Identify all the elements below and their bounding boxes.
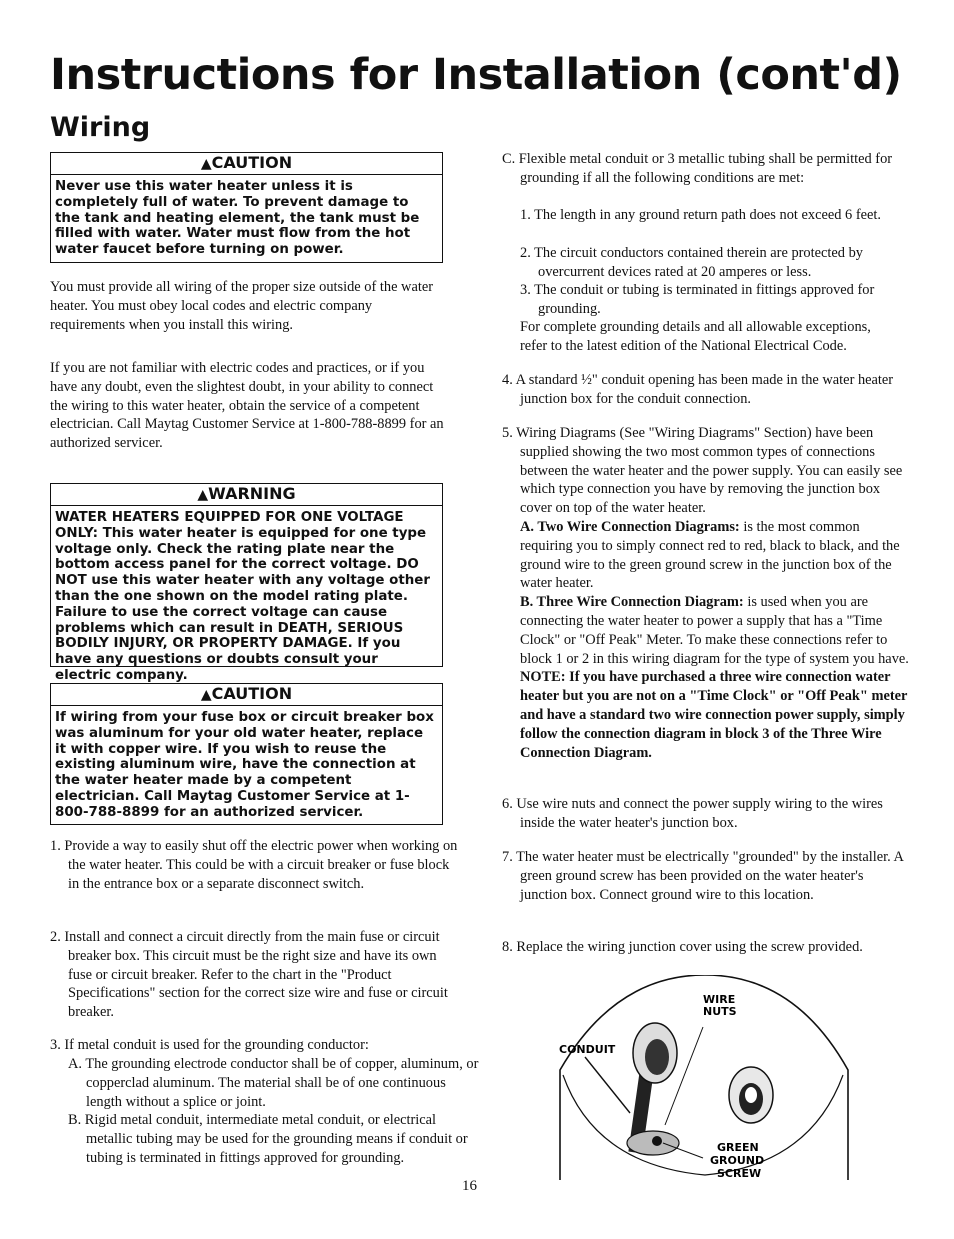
ground-screw-icon bbox=[627, 1131, 679, 1155]
caution-header bbox=[51, 684, 442, 706]
tank-dome-inner bbox=[563, 1075, 843, 1175]
step-3a: A. The grounding electrode conductor shall be of copper, aluminum, or copperclad aluminum. The material shall be of one continuous length without a splice or joint. bbox=[68, 1056, 479, 1110]
step-5b-text: is used when you are connecting the water heater to power a supply that has a "Time Clock" or "Off Peak" Meter. To make these connections refer to block 1 or 2 in this wiring diagram for the type of system you have. bbox=[520, 594, 909, 667]
caution-box-2 bbox=[50, 683, 443, 825]
warning-triangle-icon: ▲ bbox=[200, 687, 212, 703]
warning-header bbox=[51, 484, 442, 506]
paragraph-wiring-requirements: You must provide all wiring of the proper size outside of the water heater. You must obey local codes and electric company requirements when you install this wiring. bbox=[50, 279, 434, 333]
warning-box bbox=[50, 483, 443, 683]
label-green: GREEN bbox=[717, 1141, 759, 1154]
page-title: Instructions for Installation (cont'd) bbox=[50, 50, 902, 100]
caution-text: Never use this water heater unless it is completely full of water. To prevent damage to the tank and heating element, the tank must be filled with water. Water must flow from the hot water faucet before turning on power. bbox=[55, 179, 420, 258]
step-3c-2: 2. The circuit conductors contained therein are protected by overcurrent devices rated at 20 amperes or less. bbox=[520, 245, 863, 280]
step-1: 1. Provide a way to easily shut off the electric power when working on the water heater. This could be with a circuit breaker or fuse block in the entrance box or a separate disconnect switch. bbox=[50, 838, 458, 892]
step-3c-note: For complete grounding details and all allowable exceptions, refer to the latest edition of the National Electrical Code. bbox=[520, 319, 871, 354]
caution-label: CAUTION bbox=[211, 153, 293, 172]
caution-label: CAUTION bbox=[211, 684, 293, 703]
step-3c-3: 3. The conduit or tubing is terminated in fittings approved for grounding. bbox=[520, 282, 875, 317]
warning-text: WATER HEATERS EQUIPPED FOR ONE VOLTAGE ONLY: This water heater is equipped for one type voltage only. Check the rating plate near the bottom access panel for the correct voltage. DO NOT use this water heater with any voltage other than the one shown on the model rating plate. Failure to use the correct voltage can cause problems which can result in DEATH, SERIOUS BODILY INJURY, OR PROPERTY DAMAGE. If you have any questions or doubts consult your electric company. bbox=[55, 510, 430, 683]
step-5a-label: A. Two Wire Connection Diagrams: bbox=[520, 518, 740, 535]
step-5-note: NOTE: If you have purchased a three wire connection water heater but you are not on a "Time Clock" or "Off Peak" meter and have a standard two wire connection power supply, simply follow the connection diagram in block 3 of the Three Wire Connection Diagram. bbox=[520, 669, 908, 761]
step-4: 4. A standard ½" conduit opening has been made in the water heater junction box for the conduit connection. bbox=[502, 372, 894, 407]
section-heading-wiring: Wiring bbox=[50, 112, 151, 143]
step-3: 3. If metal conduit is used for the grounding conductor: bbox=[50, 1037, 369, 1053]
step-8: 8. Replace the wiring junction cover using the screw provided. bbox=[502, 939, 863, 955]
caution-box-1 bbox=[50, 152, 443, 263]
label-screw: SCREW bbox=[717, 1167, 762, 1180]
step-5 bbox=[502, 424, 912, 762]
label-wire: WIRE bbox=[703, 993, 736, 1006]
caution-header bbox=[51, 153, 442, 175]
step-6: 6. Use wire nuts and connect the power supply wiring to the wires inside the water heater's junction box. bbox=[502, 796, 883, 831]
page-number: 16 bbox=[462, 1178, 477, 1194]
water-heater-top-diagram bbox=[555, 975, 855, 1185]
label-nuts: NUTS bbox=[703, 1005, 737, 1018]
warning-triangle-icon: ▲ bbox=[197, 487, 209, 503]
step-5-text: 5. Wiring Diagrams (See "Wiring Diagrams" Section) have been supplied showing the two most common types of connections between the water heater and the power supply. You can easily see which type connection you have by removing the junction box cover on top of the water heater. bbox=[502, 425, 903, 517]
label-conduit: CONDUIT bbox=[559, 1043, 616, 1056]
step-5a-text: is the most common requiring you to simply connect red to red, black to black, and the ground wire to the green ground screw in the junction box of the water heater. bbox=[520, 518, 900, 592]
step-3c-1: 1. The length in any ground return path does not exceed 6 feet. bbox=[520, 207, 881, 223]
step-7: 7. The water heater must be electrically "grounded" by the installer. A green ground screw has been provided on the water heater's junction box. Connect ground wire to this location. bbox=[502, 849, 904, 903]
paragraph-electrician-advice: If you are not familiar with electric codes and practices, or if you have any doubt, even the slightest doubt, in your ability to connect the wiring to this water heater, obtain the service of a competent electrician. Call Maytag Customer Service at 1-800-788-8899 for an authorized servicer. bbox=[50, 360, 444, 452]
wire-nut-icon bbox=[729, 1067, 773, 1123]
label-ground: GROUND bbox=[710, 1154, 765, 1167]
step-2: 2. Install and connect a circuit directly from the main fuse or circuit breaker box. This circuit must be the right size and have its own fuse or circuit breaker. Refer to the chart in the "Product Specifications" section for the correct size wire and fuse or circuit breaker. bbox=[50, 929, 448, 1021]
step-3b: B. Rigid metal conduit, intermediate metal conduit, or electrical metallic tubing may be used for the grounding means if conduit or tubing is terminated in fittings approved for grounding. bbox=[68, 1112, 468, 1166]
warning-label: WARNING bbox=[208, 484, 296, 503]
caution-text: If wiring from your fuse box or circuit breaker box was aluminum for your old water heater, replace it with copper wire. If you wish to reuse the existing aluminum wire, have the connection at the water heater made by a competent electrician. Call Maytag Customer Service at 1-800-788-8899 for an authorized servicer. bbox=[55, 710, 434, 820]
step-5b-label: B. Three Wire Connection Diagram: bbox=[520, 594, 744, 611]
warning-triangle-icon: ▲ bbox=[200, 156, 212, 172]
step-3c: C. Flexible metal conduit or 3 metallic tubing shall be permitted for grounding if all the following conditions are met: bbox=[502, 151, 893, 186]
